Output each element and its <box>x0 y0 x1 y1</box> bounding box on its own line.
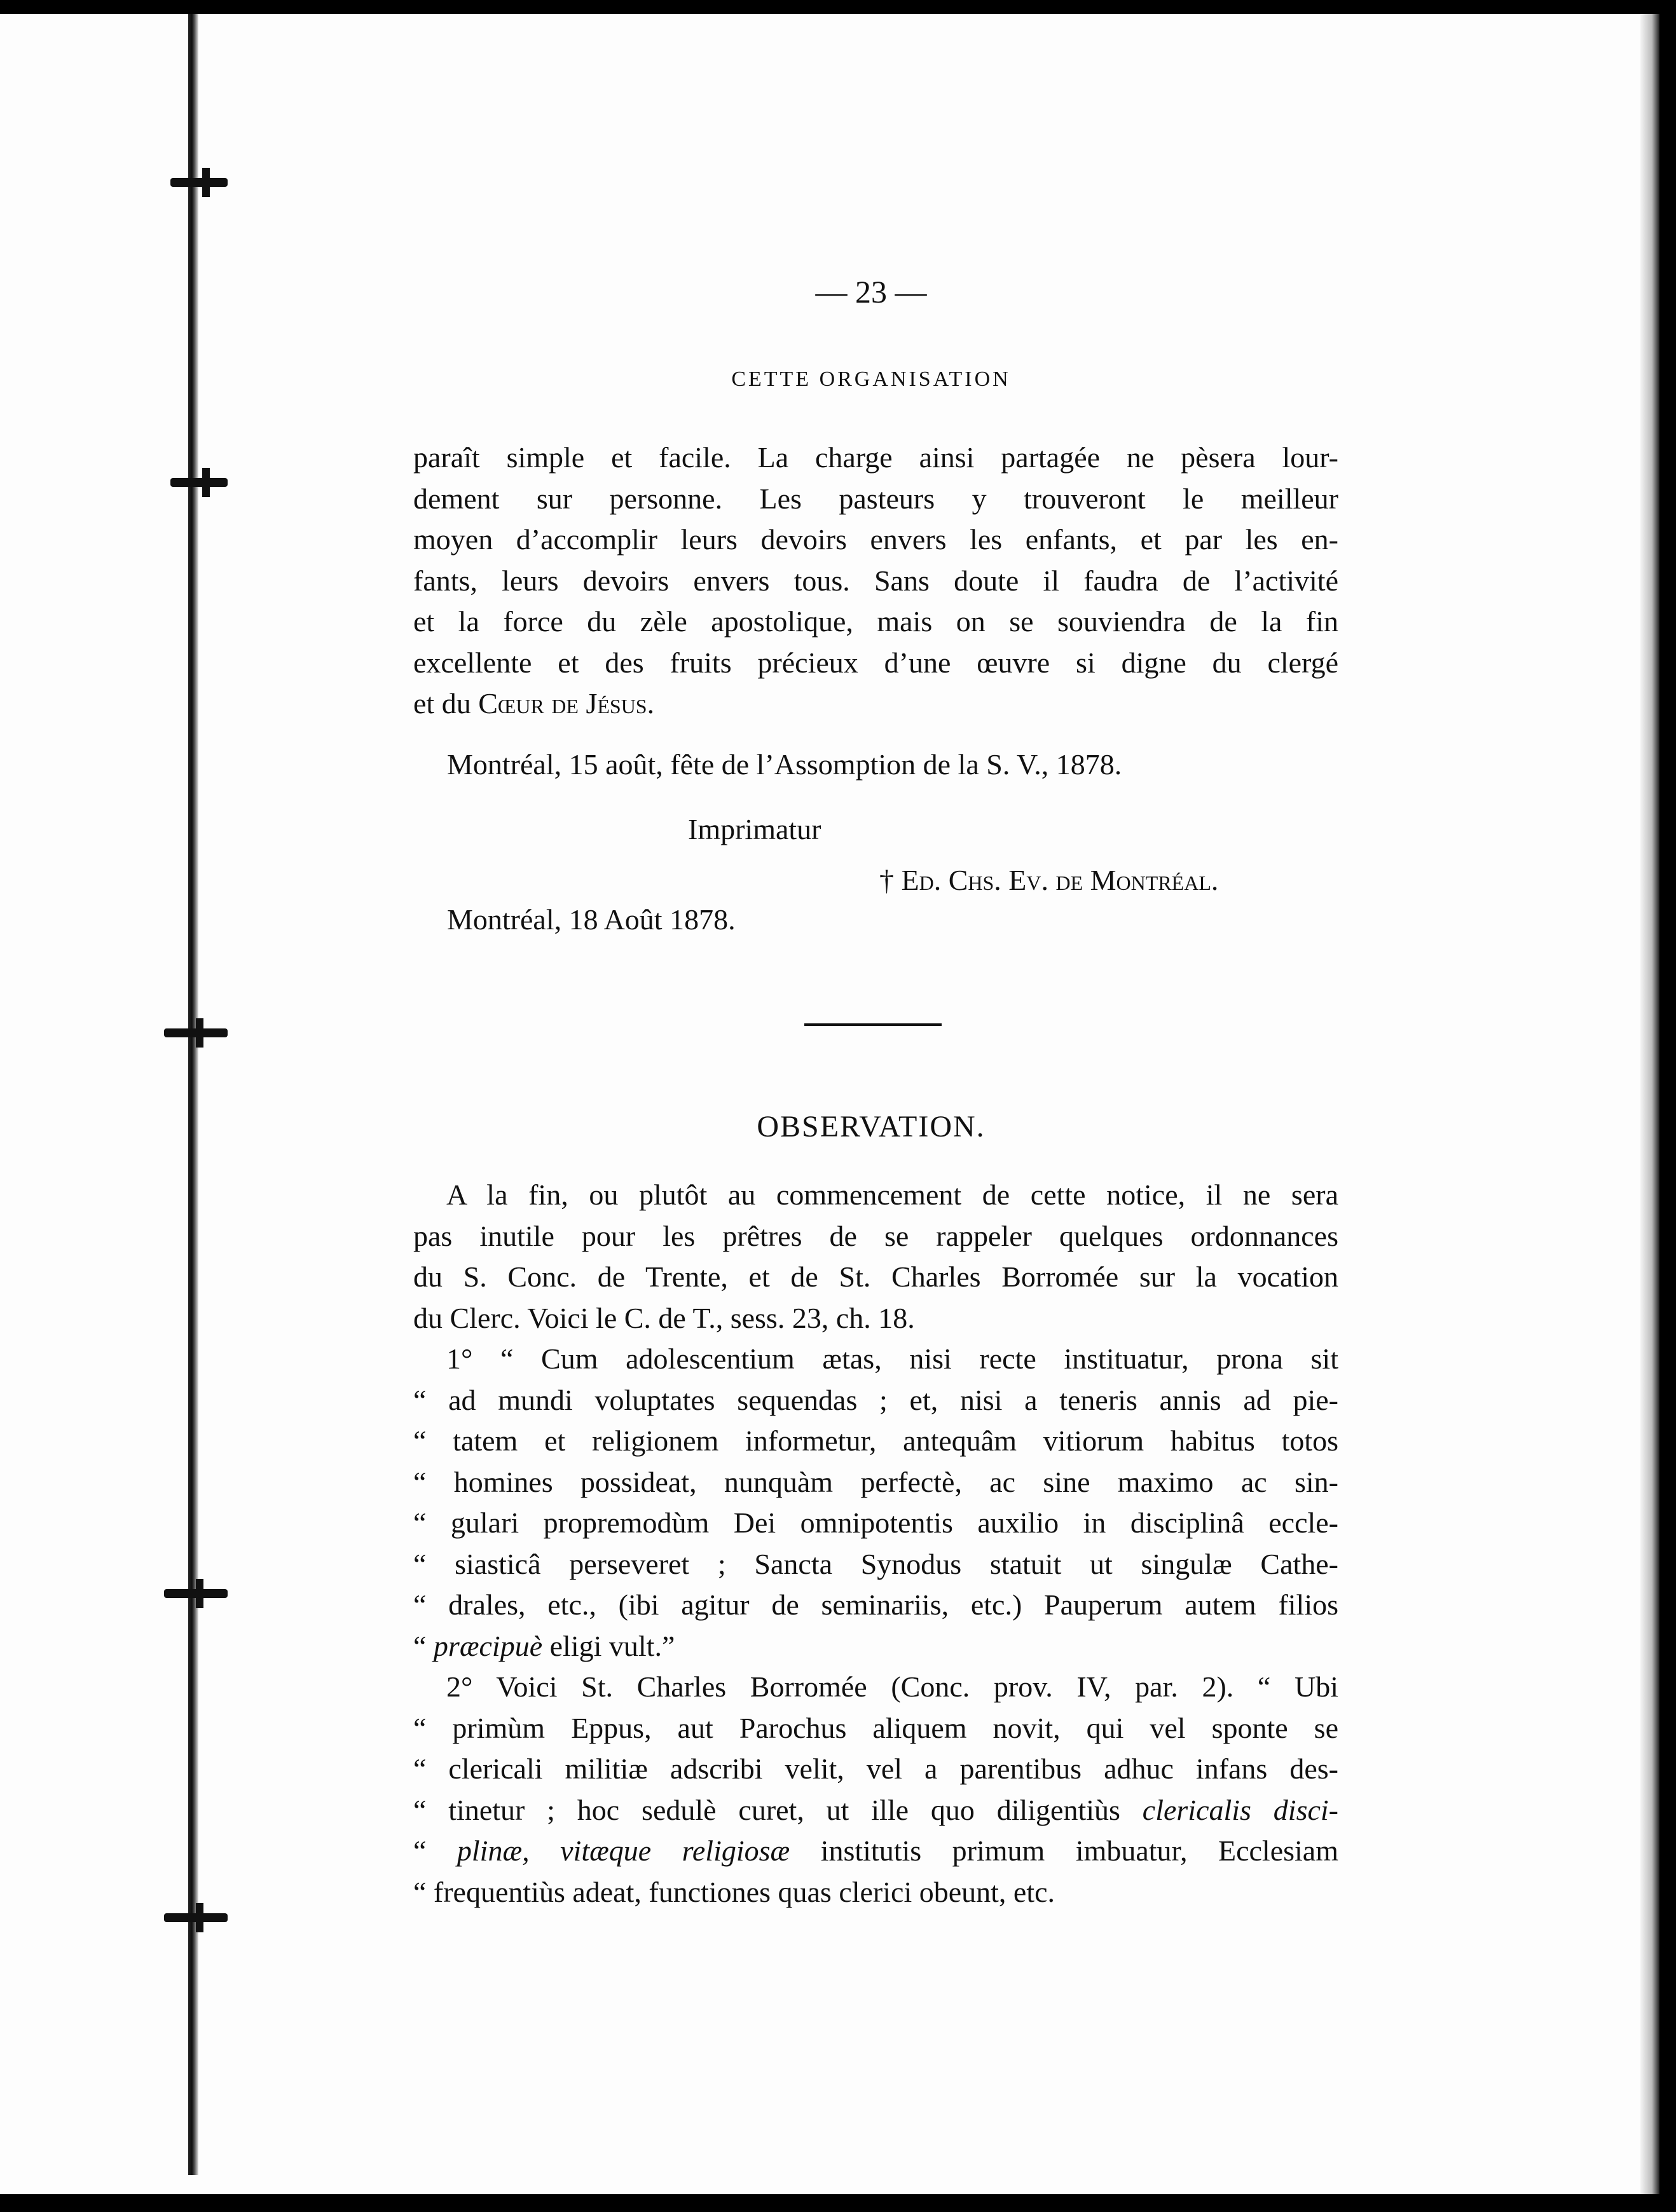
text-line: “ primùm Eppus, aut Parochus aliquem novit, qui vel sponte se <box>413 1711 1338 1744</box>
text-line: du Clerc. Voici le C. de T., sess. 23, ch. 18. <box>413 1301 915 1334</box>
text-line: moyen d’accomplir leurs devoirs envers les enfants, et par les en- <box>413 523 1338 556</box>
text-fragment: et du <box>413 687 479 720</box>
text-line: paraît simple et facile. La charge ainsi partagée ne pèsera lour- <box>413 441 1338 474</box>
imprimatur: Imprimatur <box>688 813 821 845</box>
text-fragment: eligi vult.” <box>542 1629 675 1662</box>
text-line: 1° “ Cum adolescentium ætas, nisi recte instituatur, prona sit <box>446 1342 1338 1375</box>
text-line: “ clericali militiæ adscribi velit, vel a parentibus adhuc infans des- <box>413 1752 1338 1785</box>
text-line <box>413 1831 1338 1872</box>
text-line <box>413 1790 1338 1831</box>
signature <box>879 863 1218 897</box>
binding-stitch <box>164 1913 228 1922</box>
text-line: “ gulari propremodùm Dei omnipotentis auxilio in disciplinâ eccle- <box>413 1506 1338 1539</box>
book-spine <box>188 14 198 2175</box>
binding-stitch <box>164 1589 228 1598</box>
page-number: — 23 — <box>815 274 927 310</box>
page-edge <box>1640 14 1659 2194</box>
text-line: “ homines possideat, nunquàm perfectè, ac sine maximo ac sin- <box>413 1465 1338 1498</box>
signature-text: Ed. Chs. Ev. de Montréal. <box>901 864 1219 896</box>
binding-stitch <box>164 1028 228 1037</box>
text-line: excellente et des fruits précieux d’une œuvre si digne du clergé <box>413 646 1338 679</box>
text-line: “ tatem et religionem informetur, antequâm vitiorum habitus totos <box>413 1424 1338 1457</box>
text-line: “ drales, etc., (ibi agitur de seminariis, etc.) Pauperum autem filios <box>413 1588 1338 1621</box>
text-line: du S. Conc. de Trente, et de St. Charles Borromée sur la vocation <box>413 1260 1338 1293</box>
text-line: fants, leurs devoirs envers tous. Sans doute il faudra de l’activité <box>413 564 1338 597</box>
section-divider <box>804 1023 942 1026</box>
text-line: dement sur personne. Les pasteurs y trouveront le meilleur <box>413 482 1338 515</box>
text-line: pas inutile pour les prêtres de se rappeler quelques ordonnances <box>413 1219 1338 1252</box>
text-line <box>413 1626 1338 1667</box>
text-fragment: “ <box>413 1629 434 1662</box>
text-line <box>413 683 1338 725</box>
italic-phrase: clericalis disci- <box>1142 1793 1338 1826</box>
text-fragment: “ tinetur ; hoc sedulè curet, ut ille quo diligentiùs <box>413 1793 1143 1826</box>
dateline: Montréal, 15 août, fête de l’Assomption de la S. V., 1878. <box>447 748 1122 781</box>
text-line: A la fin, ou plutôt au commencement de cette notice, il ne sera <box>446 1178 1338 1211</box>
observation-body <box>413 1175 1338 1913</box>
text-fragment: “ <box>413 1834 457 1867</box>
text-line: “ ad mundi voluptates sequendas ; et, nisi a teneris annis ad pie- <box>413 1383 1338 1416</box>
italic-word: præcipuè <box>433 1629 543 1662</box>
running-title: CETTE ORGANISATION <box>731 367 1011 391</box>
text-line: 2° Voici St. Charles Borromée (Conc. prov. IV, par. 2). “ Ubi <box>446 1670 1338 1703</box>
italic-phrase: plinæ, vitæque religiosæ <box>457 1834 790 1867</box>
smallcaps-phrase: Cœur de Jésus <box>478 687 647 720</box>
dateline-imprimatur: Montréal, 18 Août 1878. <box>447 903 736 936</box>
text-line: “ frequentiùs adeat, functiones quas clerici obeunt, etc. <box>413 1875 1055 1908</box>
binding-stitch <box>170 178 228 187</box>
text-fragment: institutis primum imbuatur, Ecclesiam <box>790 1834 1339 1867</box>
cross-icon: † <box>879 864 894 896</box>
binding-stitch <box>170 478 228 487</box>
text-line: “ siasticâ perseveret ; Sancta Synodus statuit ut singulæ Cathe- <box>413 1547 1338 1580</box>
text-fragment: . <box>647 687 655 720</box>
paragraph-organisation <box>413 437 1338 725</box>
text-line: et la force du zèle apostolique, mais on se souviendra de la fin <box>413 605 1338 638</box>
observation-title: OBSERVATION. <box>757 1110 986 1144</box>
